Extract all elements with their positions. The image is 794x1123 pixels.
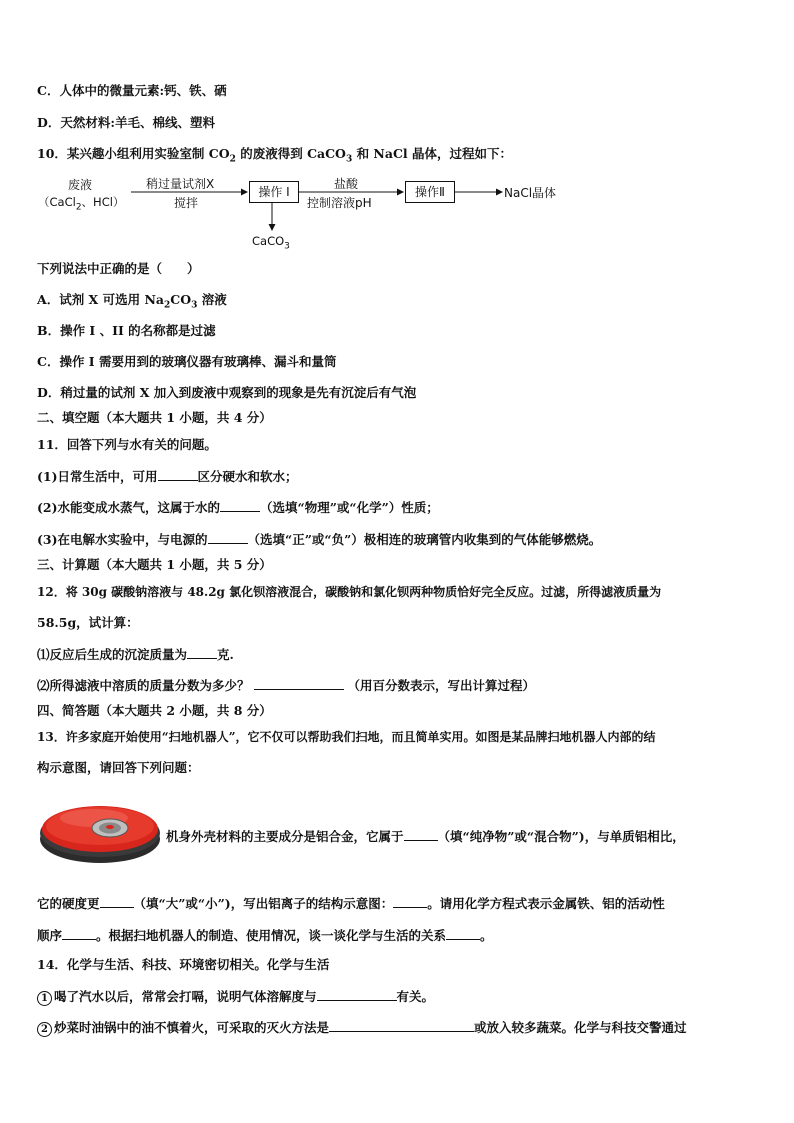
q11-text: （选填“正”或“负”）极相连的玻璃管内收集到的气体能够燃烧。: [247, 532, 602, 547]
circled-number-1: 1: [37, 991, 52, 1006]
flow-product-label: NaCl晶体: [504, 186, 557, 200]
q10-stem-part: 和 NaCl 晶体，过程如下：: [352, 146, 512, 161]
q11-part-2: [37, 499, 439, 516]
q13-line-3: [37, 927, 493, 944]
q14-text: 炒菜时油锅中的油不慎着火，可采取的灭火方法是: [54, 1020, 330, 1035]
q11-text: (2)水能变成水蒸气，这属于水的: [37, 500, 221, 515]
section-2-heading: 二、填空题（本大题共 1 小题，共 4 分）: [37, 410, 272, 425]
q14-part-2: [37, 1019, 687, 1037]
q12-stem-line-2: 58.5g，试计算：: [37, 615, 139, 630]
subscript: 3: [284, 241, 290, 252]
flow-arrows: [0, 0, 794, 260]
q12-stem-line-1: 12．将 30g 碳酸钠溶液与 48.2g 氯化钡溶液混合，碳酸钠和氯化钡两种物质恰好完全反应。过滤，所得滤液质量为: [37, 585, 662, 599]
section-3-heading: 三、计算题（本大题共 1 小题，共 5 分）: [37, 557, 272, 572]
answer-blank[interactable]: [317, 988, 397, 1001]
q12-text: （用百分数表示，写出计算过程）: [347, 678, 536, 693]
q14-text: 有关。: [396, 989, 435, 1004]
section-4-heading: 四、简答题（本大题共 2 小题，共 8 分）: [37, 703, 272, 718]
q10-option-c: C．操作 I 需要用到的玻璃仪器有玻璃棒、漏斗和量筒: [37, 354, 337, 369]
q10-option-b: B．操作 I 、II 的名称都是过滤: [37, 323, 216, 338]
answer-blank[interactable]: [158, 468, 198, 481]
q13-line-2: [37, 895, 665, 912]
subscript: 2: [75, 202, 82, 213]
subscript: 3: [345, 154, 353, 165]
answer-blank[interactable]: [62, 927, 96, 940]
answer-blank[interactable]: [220, 499, 260, 512]
q10-question: 下列说法中正确的是（ ）: [37, 261, 200, 276]
subscript: 3: [191, 300, 198, 311]
answer-blank[interactable]: [100, 895, 134, 908]
q11-text: (1)日常生活中，可用: [37, 469, 158, 484]
flow-operation-2-box: 操作Ⅱ: [405, 181, 455, 203]
q10-stem-part: 的废液得到 CaCO: [235, 146, 346, 161]
q13-stem-line-1: 13．许多家庭开始使用“扫地机器人”，它不仅可以帮助我们扫地，而且简单实用。如图是某品牌扫地机器人内部的结: [37, 730, 656, 744]
q14-part-1: [37, 988, 434, 1006]
q11-text: （选填“物理”或“化学”）性质；: [260, 500, 439, 515]
q9-option-c: C．人体中的微量元素:钙、铁、硒: [37, 83, 227, 98]
q13-text: 。请用化学方程式表示金属铁、铝的活动性: [427, 896, 665, 911]
subscript: 2: [163, 300, 171, 311]
answer-blank[interactable]: [187, 646, 217, 659]
flow-text: CaCO: [252, 234, 285, 248]
q13-stem-line-2: 构示意图，请回答下列问题：: [37, 760, 200, 775]
q14-stem: 14．化学与生活、科技、环境密切相关。化学与生活: [37, 957, 330, 972]
flow-reagent-label: 稍过量试剂X: [146, 177, 215, 191]
answer-blank[interactable]: [254, 677, 344, 690]
answer-blank[interactable]: [393, 895, 427, 908]
flow-acid-label: 盐酸: [334, 177, 359, 191]
q12-text: ⑵所得滤液中溶质的质量分数为多少？: [37, 678, 250, 693]
q10-option-text: 溶液: [197, 292, 227, 307]
q14-text: 喝了汽水以后，常常会打嗝，说明气体溶解度与: [54, 989, 317, 1004]
q11-part-1: [37, 468, 298, 485]
flow-text: 、HCl）: [81, 195, 125, 209]
q13-text: 。根据扫地机器人的制造、使用情况，谈一谈化学与生活的关系: [96, 928, 447, 943]
q10-option-text: CO: [170, 292, 192, 307]
q14-text: 或放入较多蔬菜。化学与科技交警通过: [474, 1020, 687, 1035]
answer-blank[interactable]: [208, 531, 248, 544]
q12-text: 克.: [217, 647, 234, 662]
q12-part-1: [37, 646, 234, 663]
q10-option-a: [37, 292, 227, 311]
q10-stem-part: 10．某兴趣小组利用实验室制 CO: [37, 146, 230, 161]
q13-text: 。: [480, 928, 493, 943]
robot-vacuum-image: [38, 793, 162, 867]
q12-part-2: [37, 677, 535, 694]
q13-text: 机身外壳材料的主要成分是铝合金，它属于: [166, 829, 404, 844]
q13-text: 顺序: [37, 928, 63, 943]
q10-option-d: D．稍过量的试剂 X 加入到废液中观察到的现象是先有沉淀后有气泡: [37, 385, 417, 400]
q13-line-1: [166, 828, 685, 845]
q11-part-3: [37, 531, 601, 548]
q13-text: （填“纯净物”或“混合物”)，与单质铝相比，: [437, 829, 685, 844]
answer-blank[interactable]: [329, 1019, 474, 1032]
q11-stem: 11．回答下列与水有关的问题。: [37, 437, 217, 452]
subscript: 2: [229, 154, 236, 165]
flow-ph-label: 控制溶液pH: [307, 196, 372, 210]
flow-operation-1-box: 操作 I: [249, 181, 299, 203]
answer-blank[interactable]: [404, 828, 438, 841]
q13-text: 它的硬度更: [37, 896, 100, 911]
circled-number-2: 2: [37, 1022, 52, 1037]
q9-option-d: D．天然材料:羊毛、棉线、塑料: [37, 115, 215, 130]
q13-text: （填“大”或“小”)，写出铝离子的结构示意图：: [133, 896, 394, 911]
answer-blank[interactable]: [446, 927, 480, 940]
q11-text: (3)在电解水实验中，与电源的: [37, 532, 208, 547]
flow-stir-label: 搅拌: [174, 196, 199, 210]
q10-option-text: A．试剂 X 可选用 Na: [37, 292, 164, 307]
flow-waste-label: 废液: [68, 178, 93, 192]
q11-text: 区分硬水和软水；: [197, 469, 298, 484]
q12-text: ⑴反应后生成的沉淀质量为: [37, 647, 188, 662]
flow-text: （CaCl: [38, 195, 76, 209]
